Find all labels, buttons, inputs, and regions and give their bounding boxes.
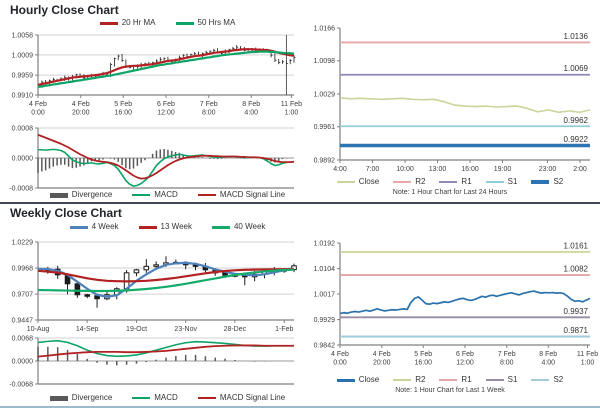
svg-text:13:00: 13:00 <box>428 166 447 173</box>
svg-text:5 Feb: 5 Feb <box>414 351 433 358</box>
svg-text:1.0098: 1.0098 <box>313 58 335 66</box>
svg-text:14-Sep: 14-Sep <box>75 326 99 333</box>
svg-text:4 Feb: 4 Feb <box>71 101 90 108</box>
svg-text:0.9959: 0.9959 <box>11 72 33 80</box>
hourly-macd-chart <box>0 119 300 193</box>
legend-swatch <box>139 226 157 229</box>
svg-text:11 Feb: 11 Feb <box>280 101 303 108</box>
svg-text:12:00: 12:00 <box>157 109 175 117</box>
legend-swatch <box>337 379 355 382</box>
svg-text:1:00: 1:00 <box>580 359 595 367</box>
legend-label: 4 Week <box>91 222 119 231</box>
legend-label: MACD Signal Line <box>219 393 286 402</box>
legend-swatch <box>486 379 504 382</box>
legend-label: 20 Hr MA <box>121 18 156 27</box>
hourly-price-chart <box>0 27 303 119</box>
legend-item <box>531 178 563 186</box>
svg-text:0.9871: 0.9871 <box>563 326 588 336</box>
legend-swatch <box>393 379 411 382</box>
legend-swatch <box>531 180 549 184</box>
svg-text:1.0082: 1.0082 <box>563 264 588 274</box>
legend-label: MACD <box>154 393 178 402</box>
svg-text:23:00: 23:00 <box>538 166 557 173</box>
legend-label: Close <box>358 177 380 186</box>
last-24h-levels-chart <box>300 14 600 178</box>
legend-item <box>132 191 178 199</box>
legend-item <box>198 394 285 402</box>
legend-label: R1 <box>461 177 472 186</box>
legend-swatch <box>439 181 457 184</box>
svg-text:6 Feb: 6 Feb <box>157 101 175 108</box>
svg-text:0:00: 0:00 <box>333 359 347 367</box>
legend-swatch <box>393 181 411 184</box>
legend-label: R1 <box>461 375 472 384</box>
weekly-macd-chart <box>0 334 300 392</box>
svg-text:0.0000: 0.0000 <box>11 358 33 366</box>
svg-text:1.0104: 1.0104 <box>313 266 335 274</box>
svg-text:20:00: 20:00 <box>372 359 391 367</box>
last-1w-note: Note: 1 Hour Chart for Last 1 Week <box>395 387 505 394</box>
svg-text:0.0008: 0.0008 <box>11 125 33 133</box>
legend-swatch <box>212 226 230 229</box>
svg-text:16:00: 16:00 <box>461 166 479 173</box>
last-1w-levels-chart <box>300 228 600 374</box>
legend-item <box>50 191 112 199</box>
svg-text:4 Feb: 4 Feb <box>29 101 47 108</box>
svg-text:1:00: 1:00 <box>284 109 299 117</box>
legend-swatch <box>176 22 194 25</box>
legend-swatch <box>337 181 355 184</box>
legend-item <box>486 376 518 384</box>
svg-text:7 Feb: 7 Feb <box>199 101 218 108</box>
legend-item <box>132 394 178 402</box>
legend-item <box>100 19 156 27</box>
legend-label: 40 Week <box>233 222 266 231</box>
svg-text:10:00: 10:00 <box>396 166 414 173</box>
svg-text:0.0000: 0.0000 <box>11 155 33 163</box>
svg-text:0.9892: 0.9892 <box>313 157 335 165</box>
svg-text:4:00: 4:00 <box>541 359 556 367</box>
svg-text:8 Feb: 8 Feb <box>242 101 261 108</box>
svg-text:0.9910: 0.9910 <box>11 92 33 100</box>
svg-text:1.0136: 1.0136 <box>563 31 588 41</box>
legend-swatch <box>132 194 150 197</box>
svg-text:-0.0008: -0.0008 <box>9 185 33 193</box>
legend-item <box>486 178 518 186</box>
legend-swatch <box>439 379 457 382</box>
svg-text:1.0192: 1.0192 <box>313 240 335 248</box>
legend-label: S1 <box>507 375 518 384</box>
svg-text:7 Feb: 7 Feb <box>497 351 516 358</box>
svg-text:1.0161: 1.0161 <box>563 241 588 251</box>
legend-item <box>531 376 563 384</box>
legend-item <box>439 178 471 186</box>
legend-label: S2 <box>553 375 564 384</box>
svg-text:12:00: 12:00 <box>456 359 474 367</box>
svg-text:1.0069: 1.0069 <box>563 64 588 74</box>
svg-text:10-Aug: 10-Aug <box>26 326 50 333</box>
svg-text:8 Feb: 8 Feb <box>539 351 558 358</box>
svg-text:2:00: 2:00 <box>573 166 587 173</box>
svg-text:0.9922: 0.9922 <box>563 135 588 145</box>
svg-text:0.9447: 0.9447 <box>11 317 33 325</box>
mid-divider <box>0 202 600 204</box>
bottom-divider <box>0 406 600 408</box>
svg-text:11 Feb: 11 Feb <box>576 351 599 358</box>
svg-text:1.0029: 1.0029 <box>313 91 335 99</box>
legend-swatch <box>198 194 216 197</box>
legend-item <box>393 376 425 384</box>
legend-label: R2 <box>415 177 426 186</box>
legend-swatch <box>100 22 118 25</box>
legend-swatch <box>531 379 549 382</box>
legend-item <box>50 394 112 402</box>
svg-text:0.9968: 0.9968 <box>11 265 33 273</box>
svg-text:20:00: 20:00 <box>71 109 90 117</box>
legend-item <box>212 223 265 231</box>
legend-swatch <box>70 226 88 229</box>
svg-text:0.9707: 0.9707 <box>11 291 33 299</box>
legend-label: Close <box>358 375 380 384</box>
svg-text:4:00: 4:00 <box>244 109 259 117</box>
svg-text:5 Feb: 5 Feb <box>114 101 133 108</box>
legend-label: R2 <box>415 375 426 384</box>
svg-text:1.0009: 1.0009 <box>11 52 33 60</box>
svg-text:4:00: 4:00 <box>333 166 347 173</box>
svg-text:4 Feb: 4 Feb <box>331 351 349 358</box>
svg-text:8:00: 8:00 <box>201 109 216 117</box>
svg-text:23-Nov: 23-Nov <box>174 326 198 333</box>
svg-text:0.9962: 0.9962 <box>563 115 588 125</box>
legend-label: 13 Week <box>160 222 192 231</box>
legend-label: Divergence <box>71 190 113 199</box>
svg-text:1.0166: 1.0166 <box>313 25 335 33</box>
svg-text:6 Feb: 6 Feb <box>456 351 474 358</box>
legend-swatch <box>486 181 504 184</box>
legend-item <box>176 19 236 27</box>
legend-swatch <box>132 397 150 400</box>
weekly-chart-title: Weekly Close Chart <box>10 206 122 220</box>
svg-text:-0.0068: -0.0068 <box>9 381 33 389</box>
svg-text:1.0229: 1.0229 <box>11 239 33 247</box>
legend-label: S1 <box>507 177 518 186</box>
legend-item <box>70 223 119 231</box>
svg-text:4 Feb: 4 Feb <box>372 351 391 358</box>
legend-label: MACD Signal Line <box>219 190 286 199</box>
weekly-price-chart <box>0 232 300 334</box>
legend-label: S2 <box>553 177 564 186</box>
legend-item <box>139 223 192 231</box>
svg-text:8:00: 8:00 <box>499 359 514 367</box>
svg-text:16:00: 16:00 <box>114 109 133 117</box>
legend-item <box>439 376 471 384</box>
svg-text:0.9961: 0.9961 <box>313 124 335 132</box>
svg-text:0.0068: 0.0068 <box>11 335 33 343</box>
svg-text:28-Dec: 28-Dec <box>223 326 247 333</box>
legend-swatch <box>50 193 68 198</box>
svg-text:0.9842: 0.9842 <box>313 342 335 350</box>
legend-swatch <box>50 396 68 401</box>
legend-swatch <box>198 397 216 400</box>
svg-text:7:00: 7:00 <box>365 166 380 173</box>
last-24h-legend <box>310 176 590 188</box>
legend-label: MACD <box>154 190 178 199</box>
svg-text:1-Feb: 1-Feb <box>275 326 294 333</box>
legend-label: 50 Hrs MA <box>197 18 236 27</box>
legend-label: Divergence <box>71 393 113 402</box>
svg-text:0.9937: 0.9937 <box>563 306 588 316</box>
last-1w-legend <box>310 374 590 386</box>
last-24h-note: Note: 1 Hour Chart for Last 24 Hours <box>392 189 508 196</box>
svg-text:16:00: 16:00 <box>414 359 433 367</box>
svg-text:1.0058: 1.0058 <box>11 32 33 40</box>
hourly-chart-title: Hourly Close Chart <box>10 3 119 17</box>
legend-item <box>337 376 379 384</box>
svg-text:0:00: 0:00 <box>31 109 45 117</box>
weekly-macd-legend <box>40 392 295 404</box>
svg-text:19-Oct: 19-Oct <box>126 326 148 333</box>
legend-item <box>198 191 285 199</box>
svg-text:1.0017: 1.0017 <box>313 291 335 299</box>
hourly-macd-legend <box>40 189 295 201</box>
legend-item <box>393 178 425 186</box>
legend-item <box>337 178 379 186</box>
svg-text:19:00: 19:00 <box>493 166 512 173</box>
svg-text:0.9929: 0.9929 <box>313 317 335 325</box>
